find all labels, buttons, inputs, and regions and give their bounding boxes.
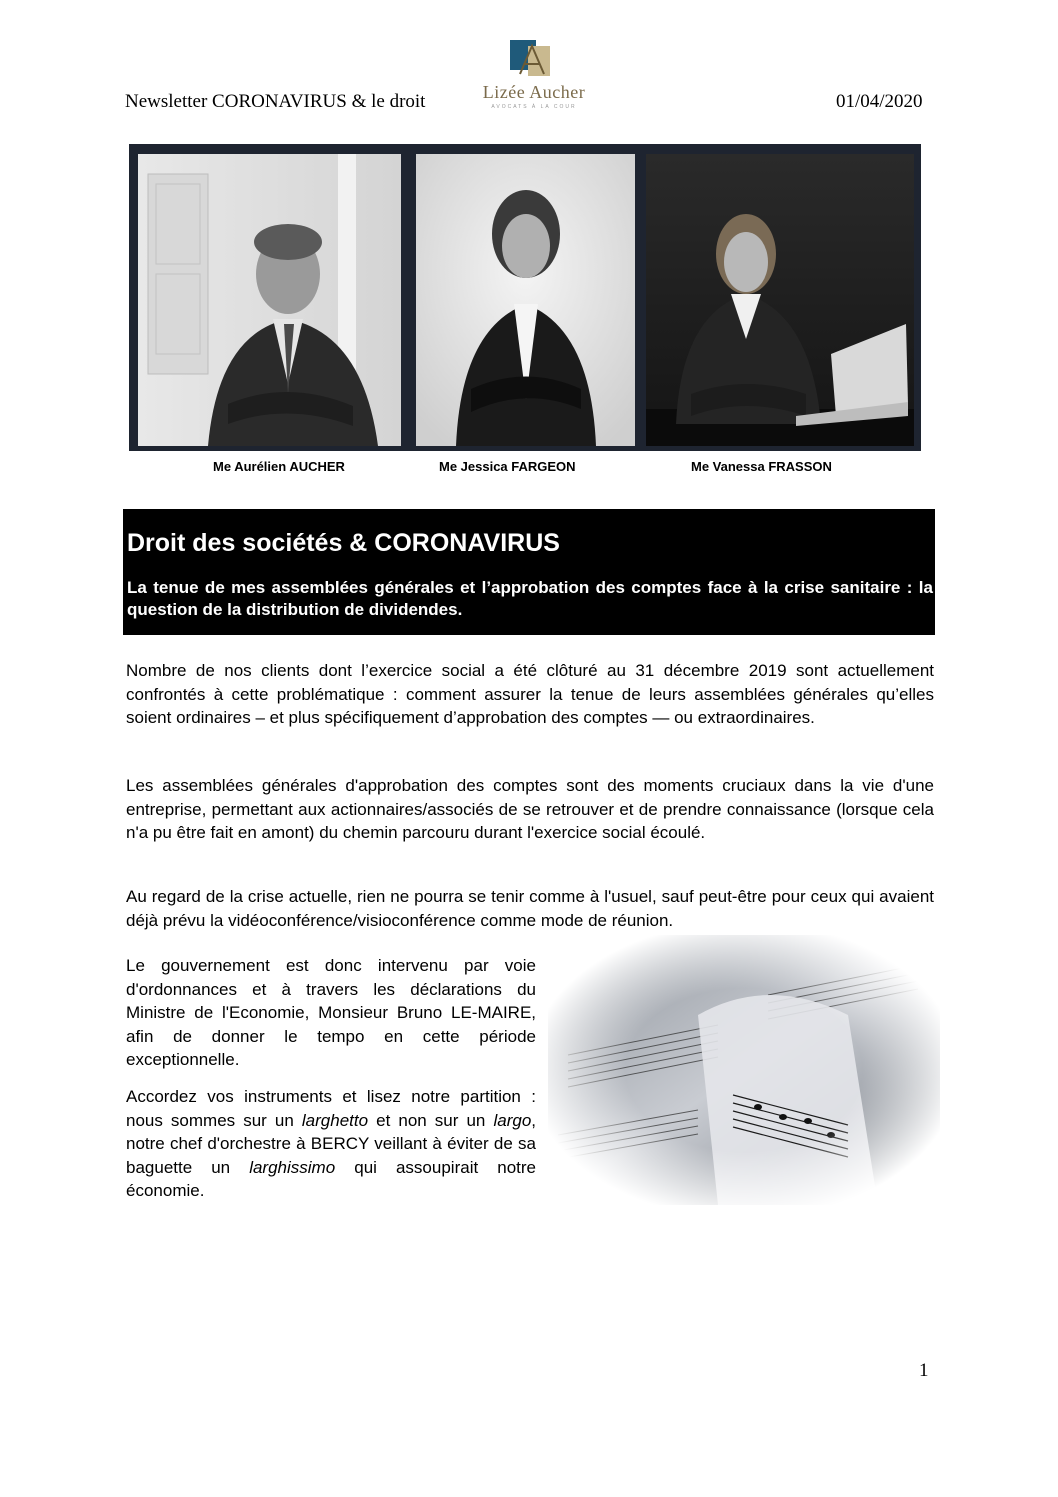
section-banner [123,509,935,635]
logo-mark-icon [510,40,550,76]
page-header [0,0,1058,130]
firm-logo [480,40,588,120]
paragraph-assemblees: Les assemblées générales d'approbation des comptes sont des moments cruciaux dans la vie d'une entreprise, permettant aux actionnaires/associés de se retrouver et de prendre connaissance (lorsque cela n'a pu être fait en amont) du chemin parcouru durant l'exercice social écoulé. [126,776,934,842]
paragraph-partition [126,1085,536,1203]
italic-term: larghetto [301,1110,369,1130]
photo-captions [0,459,1058,479]
italic-term: largo [493,1110,532,1130]
photo-jessica-fargeon [416,154,635,446]
caption-aucher: Me Aurélien AUCHER [213,459,345,474]
logo-name: Lizée Aucher [482,82,586,102]
photo-aurelien-aucher [138,154,401,446]
text-span: qui assoupirait notre économie. [126,1157,536,1200]
text-span: , notre chef d'orchestre à BERCY veillant à éviter de sa baguette un [126,1110,537,1177]
newsletter-title: Newsletter CORONAVIRUS & le droit [125,91,426,112]
newsletter-date: 01/04/2020 [836,91,923,112]
text-span: et non sur un [368,1110,494,1130]
paragraph-intro: Nombre de nos clients dont l’exercice social a été clôturé au 31 décembre 2019 sont actuellement confrontés à cette problématique : comment assurer la tenue de leurs assemblées générales qu’elles soient ordinaires – et plus spécifiquement d’approbation des comptes — ou extraordinaires. [126,661,934,727]
paragraph-crise: Au regard de la crise actuelle, rien ne pourra se tenir comme à l'usuel, sauf peut-être pour ceux qui avaient déjà prévu la vidéoconférence/visioconférence comme mode de réunion. [126,887,934,930]
photo-vanessa-frasson [646,154,914,446]
logo-subtitle: AVOCATS À LA COUR [491,104,577,110]
lawyer-photos-strip [129,144,921,451]
sheet-music-image [548,935,940,1205]
italic-term: larghissimo [249,1157,336,1177]
section-subtitle: La tenue de mes assemblées générales et l’approbation des comptes face à la crise sanitaire : la question de la distribution de dividendes. [127,578,933,619]
paragraph-gouvernement: Le gouvernement est donc intervenu par voie d'ordonnances et à travers les déclarations du Ministre de l'Economie, Monsieur Bruno LE-MAIRE, afin de donner le tempo en cette période exceptionnelle. [126,956,536,1069]
page-number: 1 [919,1360,929,1381]
text-span: Accordez vos instruments et lisez notre partition : nous sommes sur un [126,1087,536,1130]
caption-fargeon: Me Jessica FARGEON [439,459,576,474]
section-title: Droit des sociétés & CORONAVIRUS [127,529,560,557]
caption-frasson: Me Vanessa FRASSON [691,459,832,474]
